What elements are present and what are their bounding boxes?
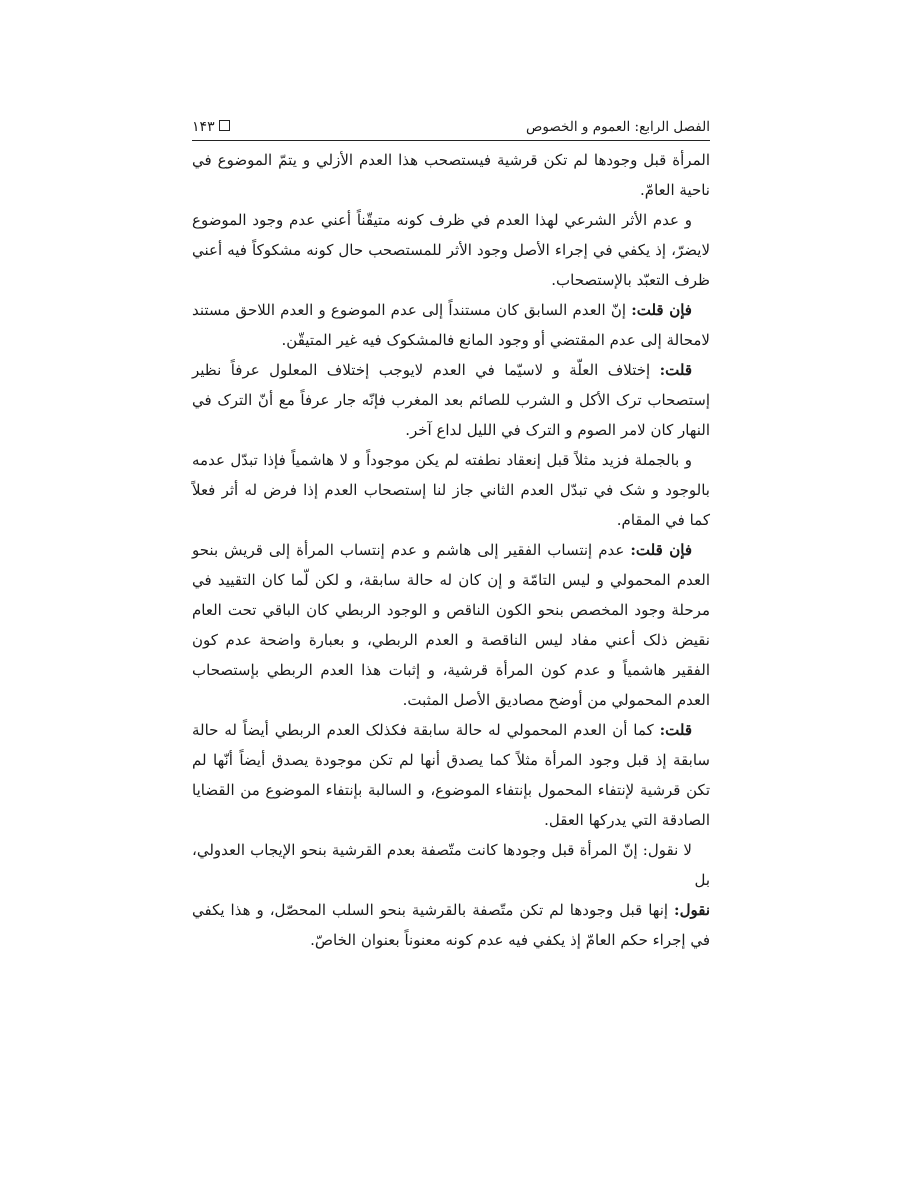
body-text [192, 145, 710, 955]
paragraph: لا نقول: إنّ المرأة قبل وجودها کانت متّصفة بعدم القرشية بنحو الإيجاب العدولي، بل [192, 841, 710, 889]
chapter-title: الفصل الرابع: العموم و الخصوص [526, 119, 710, 135]
running-header [192, 112, 710, 141]
paragraph: قلت: إختلاف العلّة و لاسيّما في العدم لايوجب إختلاف المعلول عرفاً نظير إستصحاب ترک الأکل و الشرب للصائم بعد المغرب فإنّه جار عرفاً مع أنّ الترک في النهار کان لامر الصوم و الترک في الليل لداع آخر. [192, 361, 710, 439]
paragraph: فإن قلت: إنّ العدم السابق کان مستنداً إلی عدم الموضوع و العدم اللاحق مستند لامحالة إلی عدم المقتضي أو وجود المانع فالمشکوک فيه غير المتيقّن. [192, 301, 710, 349]
paragraph: و عدم الأثر الشرعي لهذا العدم في ظرف کونه متيقّناً أعني عدم وجود الموضوع لايضرّ، إذ يکفي في إجراء الأصل وجود الأثر للمستصحب حال کونه مشکوکاً فيه أعني ظرف التعبّد بالإستصحاب. [192, 211, 710, 289]
book-page [192, 112, 710, 949]
square-ornament-icon [219, 120, 230, 131]
paragraph: المرأة قبل وجودها لم تکن قرشية فيستصحب هذا العدم الأزلي و يتمّ الموضوع في ناحية العامّ. [192, 151, 710, 199]
paragraph: فإن قلت: عدم إنتساب الفقير إلی هاشم و عدم إنتساب المرأة إلی قريش بنحو العدم المحمولي و ليس التامّة و إن کان له حالة سابقة، و لکن لّما کان التقييد في مرحلة وجود المخصص بنحو الکون الناقص و الوجود الربطي کان الباقي تحت العام نقيض ذلک أعني مفاد ليس الناقصة و العدم الربطي، و بعبارة واضحة عدم کون الفقير هاشمياً و عدم کون المرأة قرشية، و إثبات هذا العدم الربطي بإستصحاب العدم المحمولي من أوضح مصاديق الأصل المثبت. [192, 541, 710, 709]
paragraph: قلت: کما أن العدم المحمولي له حالة سابقة فکذلک العدم الربطي أيضاً له حالة سابقة إذ قبل وجود المرأة مثلاً کما يصدق أنها لم تکن موجودة يصدق أيضاً أنّها لم تکن قرشية لإنتفاء المحمول بإنتفاء الموضوع، و السالبة بإنتفاء الموضوع من القضايا الصادقة التي يدرکها العقل. [192, 721, 710, 829]
page-number: ١۴٣ [192, 119, 215, 135]
page-number-block [192, 114, 230, 140]
paragraph: و بالجملة فزيد مثلاً قبل إنعقاد نطفته لم يکن موجوداً و لا هاشمياً فإذا تبدّل عدمه بالوجود و شک في تبدّل العدم الثاني جاز لنا إستصحاب العدم إذا فرض له أثر فعلاً کما في المقام. [192, 451, 710, 529]
paragraph: نقول: إنها قبل وجودها لم تکن متّصفة بالقرشية بنحو السلب المحصّل، و هذا يکفي في إجراء حکم العامّ إذ يکفي فيه عدم کونه معنوناً بعنوان الخاصّ. [192, 901, 710, 949]
